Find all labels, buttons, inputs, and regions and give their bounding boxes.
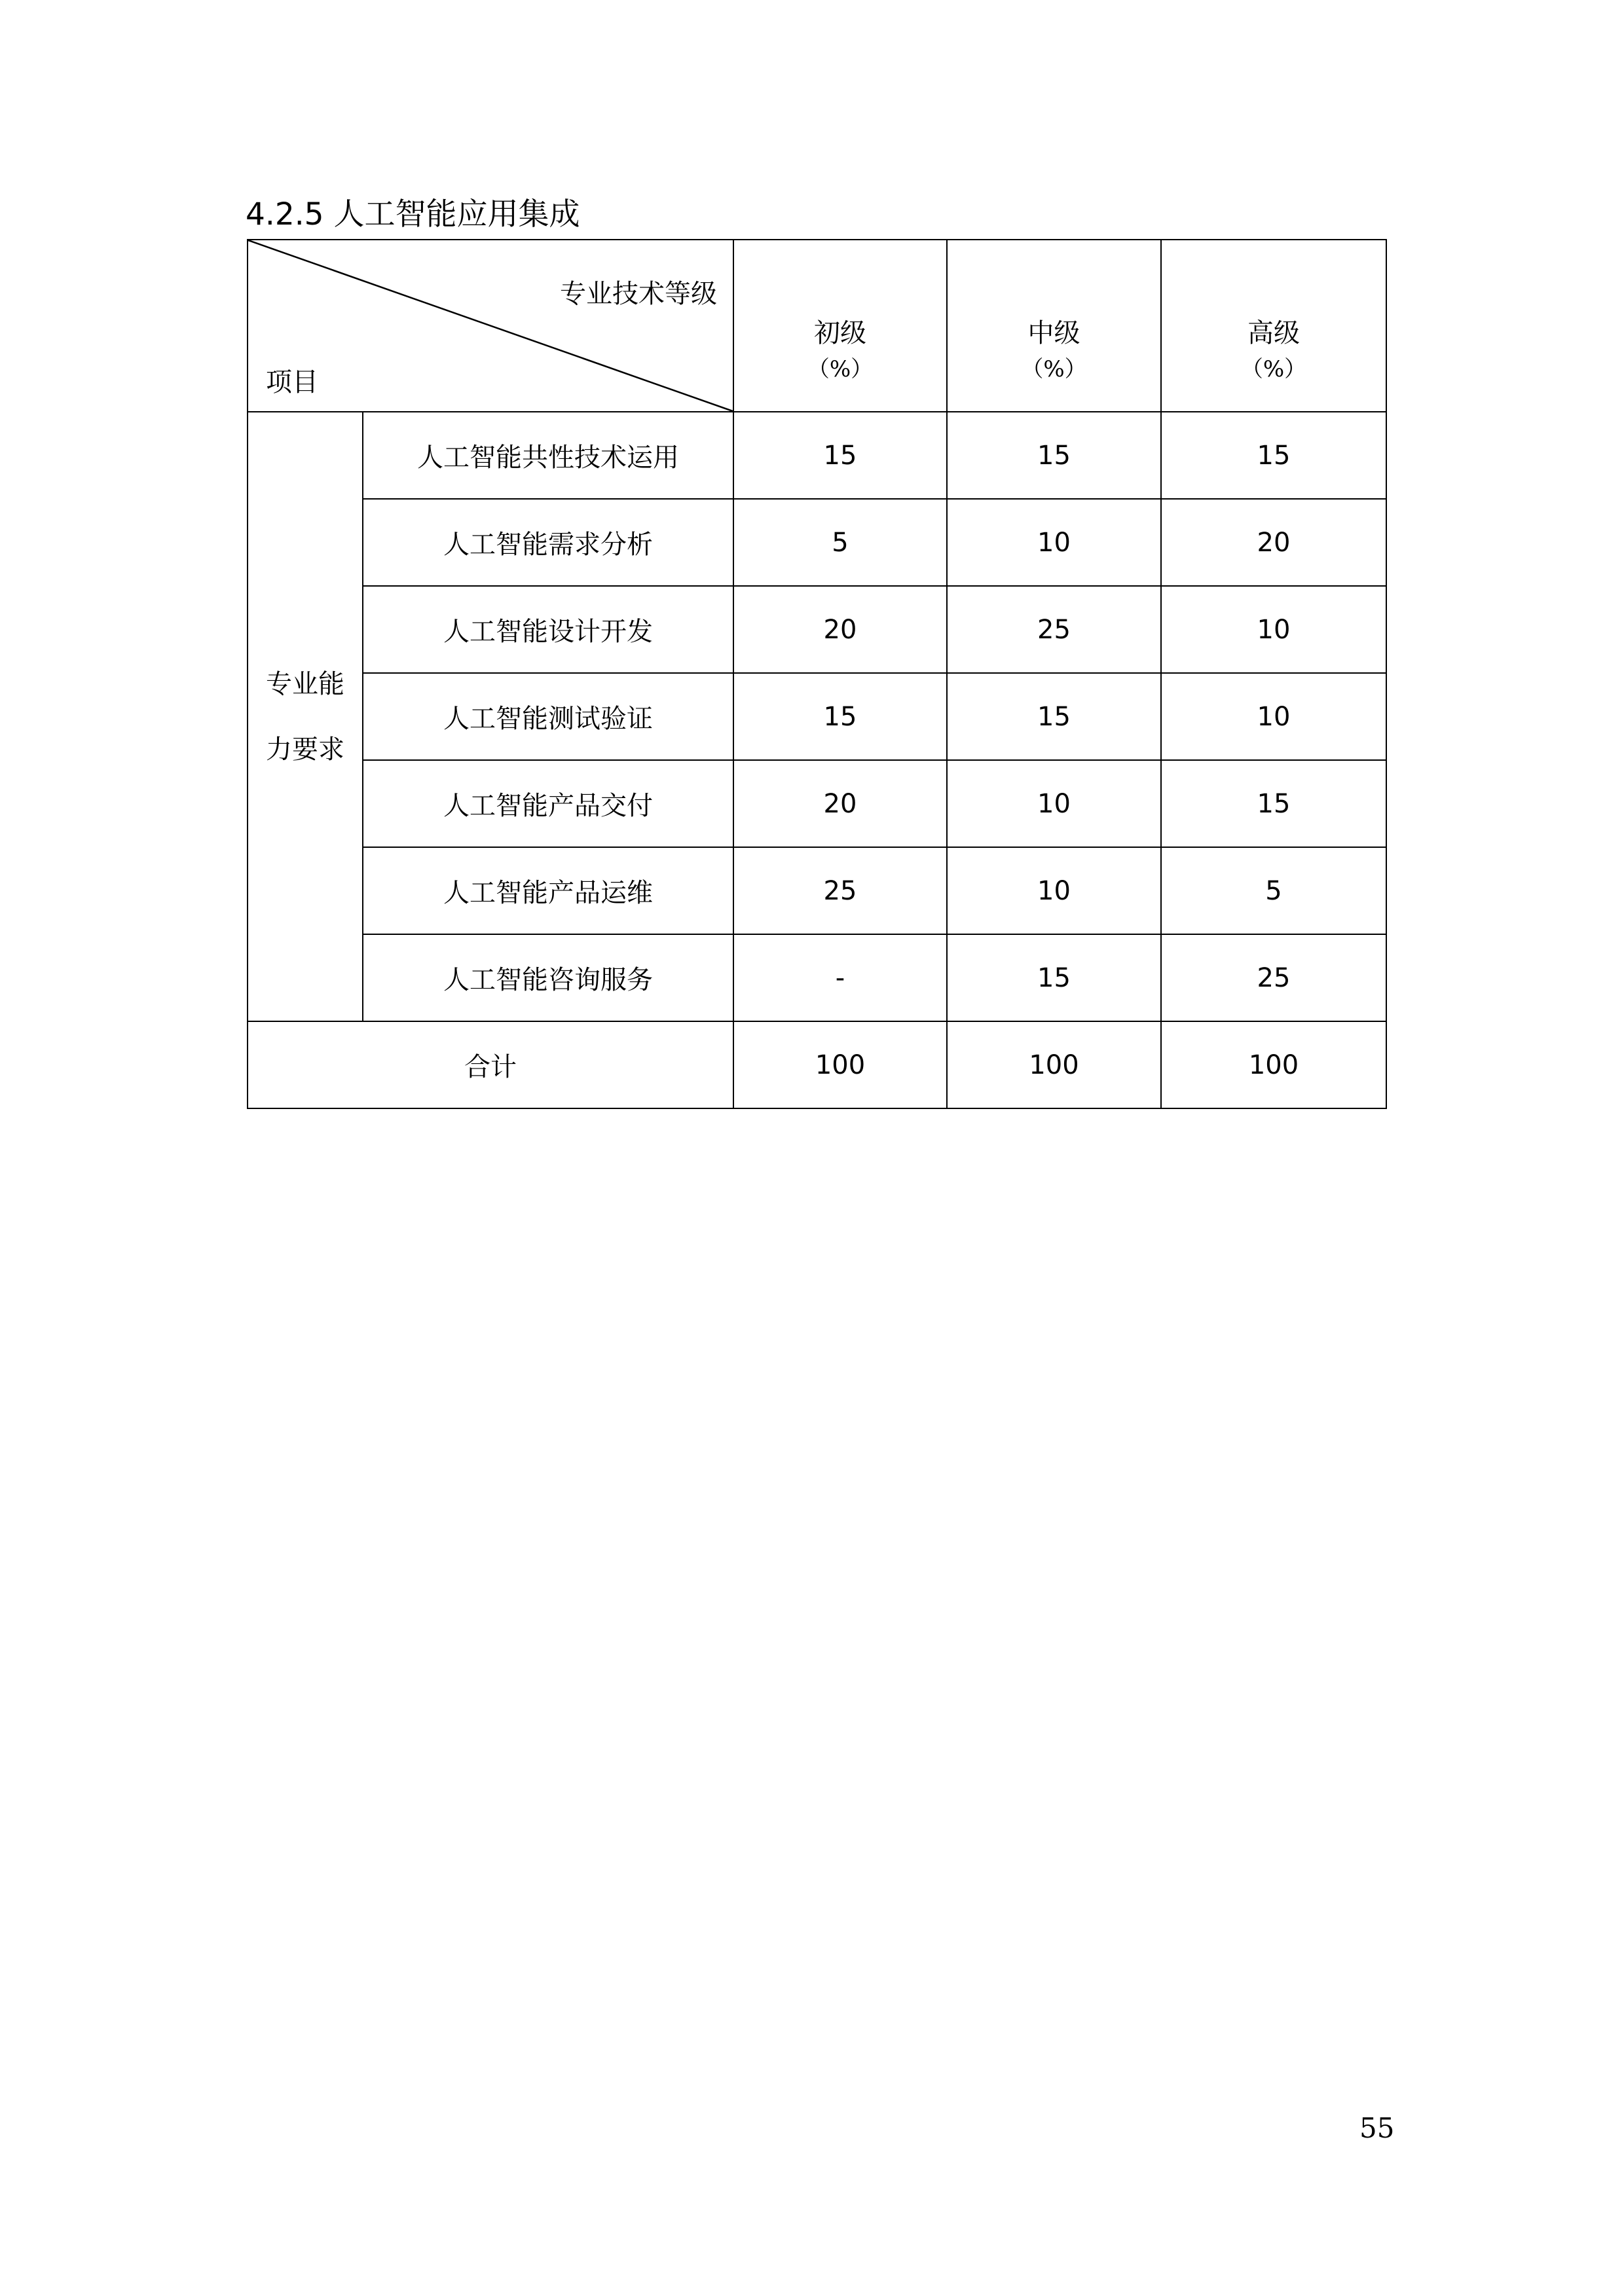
skill-weight-table	[247, 239, 1387, 1109]
table-header-row	[248, 240, 1386, 412]
value-senior: 15	[1161, 760, 1386, 847]
total-intermediate: 100	[947, 1021, 1161, 1108]
value-intermediate: 10	[947, 499, 1161, 586]
item-label: 人工智能产品交付	[363, 760, 733, 847]
value-intermediate: 10	[947, 847, 1161, 934]
value-junior: 20	[733, 586, 947, 673]
value-senior: 25	[1161, 934, 1386, 1021]
level-unit: （%）	[1021, 355, 1087, 382]
corner-header-item-label: 项目	[266, 367, 318, 397]
value-junior: 15	[733, 673, 947, 760]
group-label-line2: 力要求	[266, 734, 344, 765]
table-row	[248, 760, 1386, 847]
value-intermediate: 25	[947, 586, 1161, 673]
item-label: 人工智能产品运维	[363, 847, 733, 934]
page-number: 55	[1359, 2112, 1395, 2144]
header-level-junior	[733, 240, 947, 412]
total-label: 合计	[248, 1021, 733, 1108]
value-junior: -	[733, 934, 947, 1021]
value-intermediate: 15	[947, 412, 1161, 499]
value-junior: 15	[733, 412, 947, 499]
group-label-cell	[248, 412, 363, 1021]
header-level-senior	[1161, 240, 1386, 412]
value-junior: 5	[733, 499, 947, 586]
corner-header-level-label: 专业技术等级	[560, 279, 717, 309]
level-name: 初级	[814, 318, 866, 348]
value-senior: 20	[1161, 499, 1386, 586]
group-label-line1: 专业能	[266, 668, 344, 699]
table-row	[248, 499, 1386, 586]
header-level-intermediate	[947, 240, 1161, 412]
item-label: 人工智能设计开发	[363, 586, 733, 673]
value-senior: 10	[1161, 586, 1386, 673]
level-unit: （%）	[807, 355, 874, 382]
table-row	[248, 847, 1386, 934]
table-row	[248, 586, 1386, 673]
value-senior: 15	[1161, 412, 1386, 499]
table-row	[248, 934, 1386, 1021]
value-junior: 25	[733, 847, 947, 934]
total-junior: 100	[733, 1021, 947, 1108]
table-row	[248, 673, 1386, 760]
total-senior: 100	[1161, 1021, 1386, 1108]
level-unit: （%）	[1240, 355, 1307, 382]
table-row	[248, 412, 1386, 499]
diagonal-line	[248, 240, 733, 411]
value-intermediate: 15	[947, 934, 1161, 1021]
corner-header-cell	[248, 240, 733, 412]
item-label: 人工智能共性技术运用	[363, 412, 733, 499]
value-intermediate: 10	[947, 760, 1161, 847]
item-label: 人工智能咨询服务	[363, 934, 733, 1021]
value-junior: 20	[733, 760, 947, 847]
item-label: 人工智能测试验证	[363, 673, 733, 760]
level-name: 中级	[1027, 318, 1080, 348]
level-name: 高级	[1247, 318, 1300, 348]
value-senior: 10	[1161, 673, 1386, 760]
total-row	[248, 1021, 1386, 1108]
value-senior: 5	[1161, 847, 1386, 934]
item-label: 人工智能需求分析	[363, 499, 733, 586]
value-intermediate: 15	[947, 673, 1161, 760]
section-title: 4.2.5 人工智能应用集成	[246, 196, 580, 232]
